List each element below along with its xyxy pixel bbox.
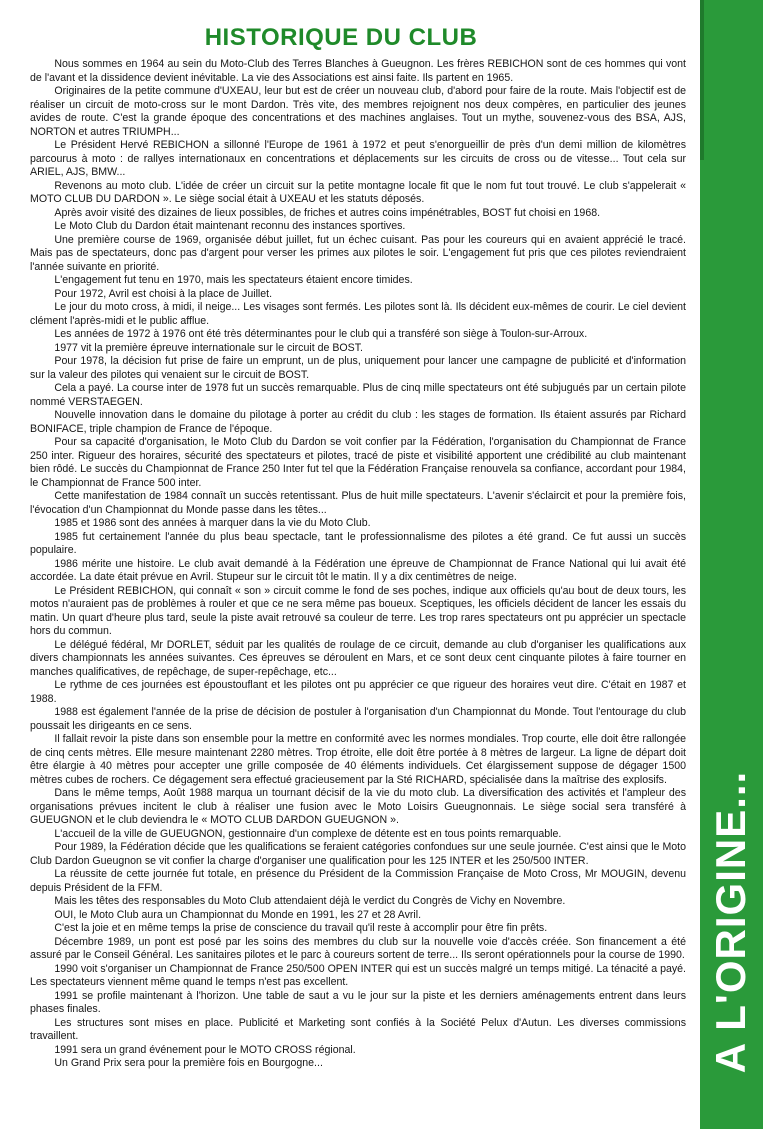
paragraph: C'est la joie et en même temps la prise de conscience du travail qu'il reste à accomplir pour être fin prêts.	[54, 922, 548, 934]
paragraph: Revenons au moto club. L'idée de créer un circuit sur la petite montagne locale fit que le nom fut tout trouvé. Le club s'appelerait « MOTO CLUB DU DARDON ». Le siège social était à UXEAU et les statuts déposés.	[30, 179, 686, 205]
paragraph: Le Président REBICHON, qui connaît « son » circuit comme le fond de ses poches, indique aux officiels qu'au bout de deux tours, les motos n'auraient pas de problèmes à rouler et que ce ne sera même pas boueux. Sceptiques, les officiels décident de lancer les essais du matin. Un quart d'heure plus tard, seule la piste avait retrouvé sa couleur de terre. Les trop rares spectateurs ont pu apprécier un spectacle hors du commun.	[30, 584, 686, 637]
paragraph: Pour 1972, Avril est choisi à la place de Juillet.	[54, 287, 273, 300]
sidebar-title: A L'ORIGINE...	[707, 770, 754, 1074]
paragraph: Après avoir visité des dizaines de lieux possibles, de friches et autres coins impénétrables, BOST fut choisi en 1968.	[54, 206, 601, 219]
paragraph: Pour 1978, la décision fut prise de faire un emprunt, un de plus, uniquement pour lancer une campagne de publicité et d'information sur la valeur des pilotes qui venaient sur le circuit de BOST.	[30, 355, 686, 381]
paragraph: 1986 mérite une histoire. Le club avait demandé à la Fédération une épreuve de Championnat de France National qui lui avait été accordée. La date était prévue en Avril. Stupeur sur le circuit tôt le matin. Il y a dix centimètres de neige.	[30, 557, 686, 583]
paragraph: 1977 vit la première épreuve internationale sur le circuit de BOST.	[54, 341, 363, 354]
paragraph: 1991 se profile maintenant à l'horizon. Une table de saut a vu le jour sur la piste et les derniers aménagements entrent dans leurs phases finales.	[30, 989, 686, 1015]
paragraph: Cette manifestation de 1984 connaît un succès retentissant. Plus de huit mille spectateurs. L'avenir s'éclaircit et pour la première fois, l'évocation d'un Championnat du Monde passe dans les têtes...	[30, 490, 686, 516]
paragraph: Une première course de 1969, organisée début juillet, fut un échec cuisant. Pas pour les coureurs qui en avaient apprécié le tracé. Mais pas de spectateurs, donc pas d'argent pour verser les primes aux pilotes le soir. L'engagement fut pris que ces pilotes reviendraient l'année suivante en priorité.	[30, 233, 686, 273]
paragraph: 1990 voit s'organiser un Championnat de France 250/500 OPEN INTER qui est un succès malgré un temps mitigé. La ténacité a payé. Les spectateurs viennent même quand le temps n'est pas excellent.	[30, 962, 686, 988]
paragraph: OUI, le Moto Club aura un Championnat du Monde en 1991, les 27 et 28 Avril.	[54, 908, 422, 921]
paragraph: Originaires de la petite commune d'UXEAU, leur but est de créer un nouveau club, d'abord pour faire de la route. Mais l'objectif est de réaliser un circuit de moto-cross sur le mont Dardon. Très vite, des membres rejoignent nos deux compères, en particulier des jeunes avides de route. C'est la grande époque des concentrations et des machines anglaises. Tout un mythe, souvenez-vous des BSA, AJS, NORTON et autres TRIUMPH...	[30, 85, 686, 138]
sidebar-accent-line	[700, 0, 704, 160]
paragraph: Dans le même temps, Août 1988 marqua un tournant décisif de la vie du moto club. La diversification des activités et l'ampleur des organisations prévues incitent le club à réaliser une fusion avec le Moto Loisirs Gueugnonnais. Le siège social sera transféré à GUEUGNON et le club deviendra le « MOTO CLUB DARDON GUEUGNON ».	[30, 787, 686, 826]
paragraph: Le jour du moto cross, à midi, il neige... Les visages sont fermés. Les pilotes sont là. Ils décident eux-mêmes de courir. Le ciel devient clément l'après-midi et le public afflue.	[30, 301, 686, 327]
paragraph: 1991 sera un grand événement pour le MOTO CROSS régional.	[54, 1043, 356, 1056]
paragraph: 1985 et 1986 sont des années à marquer dans la vie du Moto Club.	[54, 517, 371, 529]
paragraph: Cela a payé. La course inter de 1978 fut un succès remarquable. Plus de cinq mille spectateurs ont été subjugués par un certain pilote nommé VERSTAEGEN.	[30, 382, 686, 408]
paragraph: Les années de 1972 à 1976 ont été très déterminantes pour le club qui a transféré son siège à Toulon-sur-Arroux.	[54, 328, 588, 340]
paragraph: Décembre 1989, un pont est posé par les soins des membres du club sur la nouvelle voie d'accès créée. Son financement a été assuré par le Conseil Général. Les sanitaires pilotes et le parc à coureurs sortent de terre... Ils seront opérationnels pour la course de 1990.	[30, 935, 686, 961]
paragraph: Le Moto Club du Dardon était maintenant reconnu des instances sportives.	[54, 220, 406, 232]
green-sidebar	[700, 0, 763, 1129]
paragraph: L'accueil de la ville de GUEUGNON, gestionnaire d'un complexe de détente est en tous points remarquable.	[54, 827, 562, 840]
paragraph: Il fallait revoir la piste dans son ensemble pour la mettre en conformité avec les normes mondiales. Trop courte, elle doit être rallongée de cinq cents mètres. Elle mesure maintenant 2280 mètres. Trop étroite, elle doit être portée à 8 mètres de largeur. La ligne de départ doit être élargie à 40 mètres pour accepter une grille composée de 40 éléments individuels. Cet élargissement suppose de dégager 1500 mètres cubes de rochers. Ce dégagement sera effectué gracieusement par la Sté RICHARD, spécialisée dans la maîtrise des explosifs.	[30, 733, 686, 786]
paragraph: Pour 1989, la Fédération décide que les qualifications se feraient catégories confondues sur une seule journée. C'est ainsi que le Moto Club Dardon Gueugnon se vit confier la charge d'organiser une qualification pour les 125 INTER et les 250/500 INTER.	[30, 841, 686, 867]
paragraph: Nouvelle innovation dans le domaine du pilotage à porter au crédit du club : les stages de formation. Ils étaient assurés par Richard BONIFACE, triple champion de France de l'époque.	[30, 409, 686, 435]
paragraph: Le rythme de ces journées est époustouflant et les pilotes ont pu apprécier ce que rigueur des horaires veut dire. C'était en 1987 et 1988.	[30, 679, 686, 705]
paragraph: 1988 est également l'année de la prise de décision de postuler à l'organisation d'un Championnat du Monde. Tout l'entourage du club poussait les dirigeants en ce sens.	[30, 706, 686, 732]
paragraph: La réussite de cette journée fut totale, en présence du Président de la Commission Française de Moto Cross, Mr MOUGIN, devenu depuis Président de la FFM.	[30, 868, 686, 894]
paragraph: Nous sommes en 1964 au sein du Moto-Club des Terres Blanches à Gueugnon. Les frères REBICHON sont de ces hommes qui vont de l'avant et la dissidence devient inévitable. La vie des Associations est ainsi faite. Ils partent en 1965.	[30, 58, 686, 84]
paragraph: Mais les têtes des responsables du Moto Club attendaient déjà le verdict du Congrès de Vichy en Novembre.	[54, 895, 566, 907]
page-title: HISTORIQUE DU CLUB	[204, 24, 478, 51]
paragraph: Le délégué fédéral, Mr DORLET, séduit par les qualités de roulage de ce circuit, demande au club d'organiser les qualifications aux divers championnats les années suivantes. Ces épreuves se déroulent en Mars, et ce sont deux cent cinquante pilotes à faire tourner en manches qualificatives, de repêchage, de super-repêchage, etc...	[30, 638, 686, 678]
paragraph: Un Grand Prix sera pour la première fois en Bourgogne...	[54, 1057, 323, 1069]
paragraph: Pour sa capacité d'organisation, le Moto Club du Dardon se voit confier par la Fédération, l'organisation du Championnat de France 250 inter. Rigueur des horaires, sécurité des spectateurs et pilotes, tracé de piste et visibilité apportent une crédibilité au club maintenant bien rôdé. Le succès du Championnat de France 250 Inter fut tel que la Fédération Française renouvela sa confiance, accordant pour 1984, le Championnat de France 500 inter.	[30, 436, 686, 489]
article-body	[30, 58, 686, 1071]
paragraph: L'engagement fut tenu en 1970, mais les spectateurs étaient encore timides.	[54, 274, 413, 286]
paragraph: Les structures sont mises en place. Publicité et Marketing sont confiés à la Société Pelux d'Autun. Les diverses commissions travaillent.	[30, 1016, 686, 1042]
paragraph: Le Président Hervé REBICHON a sillonné l'Europe de 1961 à 1972 et peut s'enorgueillir de près d'un demi million de kilomètres parcourus à moto : de rallyes internationaux en concentrations et déplacements sur les circuits de cross ou de vitesse... Tout cela sur ARIEL, AJS, BMW...	[30, 139, 686, 178]
paragraph: 1985 fut certainement l'année du plus beau spectacle, tant le professionnalisme des pilotes a été grand. Ce fut aussi un succès populaire.	[30, 530, 686, 556]
